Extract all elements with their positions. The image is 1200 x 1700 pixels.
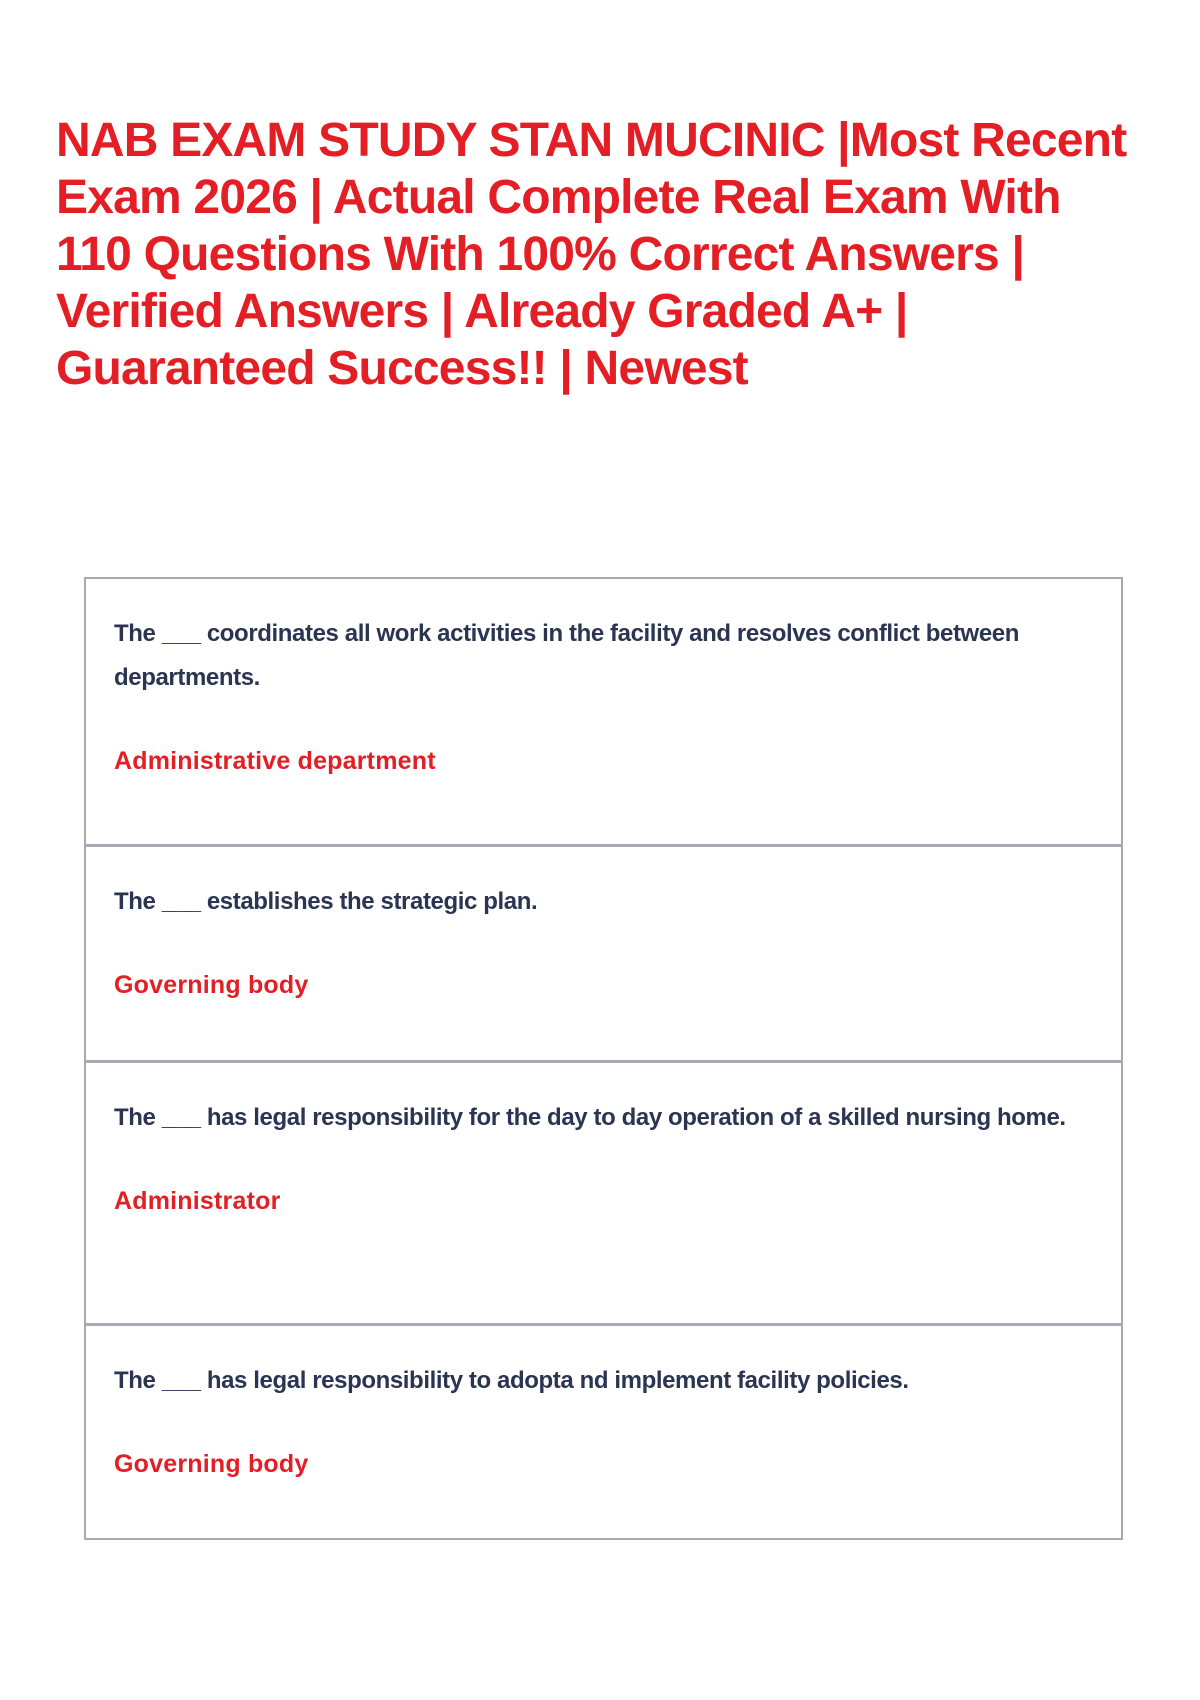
answer-text: Governing body xyxy=(114,971,309,999)
qa-row xyxy=(86,1323,1121,1538)
answer-text: Administrative department xyxy=(114,747,436,775)
qa-row xyxy=(86,844,1121,1060)
qa-row xyxy=(86,579,1121,844)
qa-row xyxy=(86,1060,1121,1323)
question-text: The ___ has legal responsibility to adopta nd implement facility policies. xyxy=(114,1367,909,1394)
qa-table xyxy=(84,577,1123,1540)
question-text: The ___ has legal responsibility for the day to day operation of a skilled nursing home. xyxy=(114,1104,1066,1131)
document-title: NAB EXAM STUDY STAN MUCINIC |Most Recent Exam 2026 | Actual Complete Real Exam With 110 Questions With 100% Correct Answers | Verified Answers | Already Graded A+ | Guaranteed Success!! | Newest xyxy=(56,114,1127,395)
answer-text: Governing body xyxy=(114,1450,309,1478)
question-text: The ___ establishes the strategic plan. xyxy=(114,888,538,915)
question-text: The ___ coordinates all work activities in the facility and resolves conflict between departments. xyxy=(114,620,1019,691)
answer-text: Administrator xyxy=(114,1187,281,1215)
